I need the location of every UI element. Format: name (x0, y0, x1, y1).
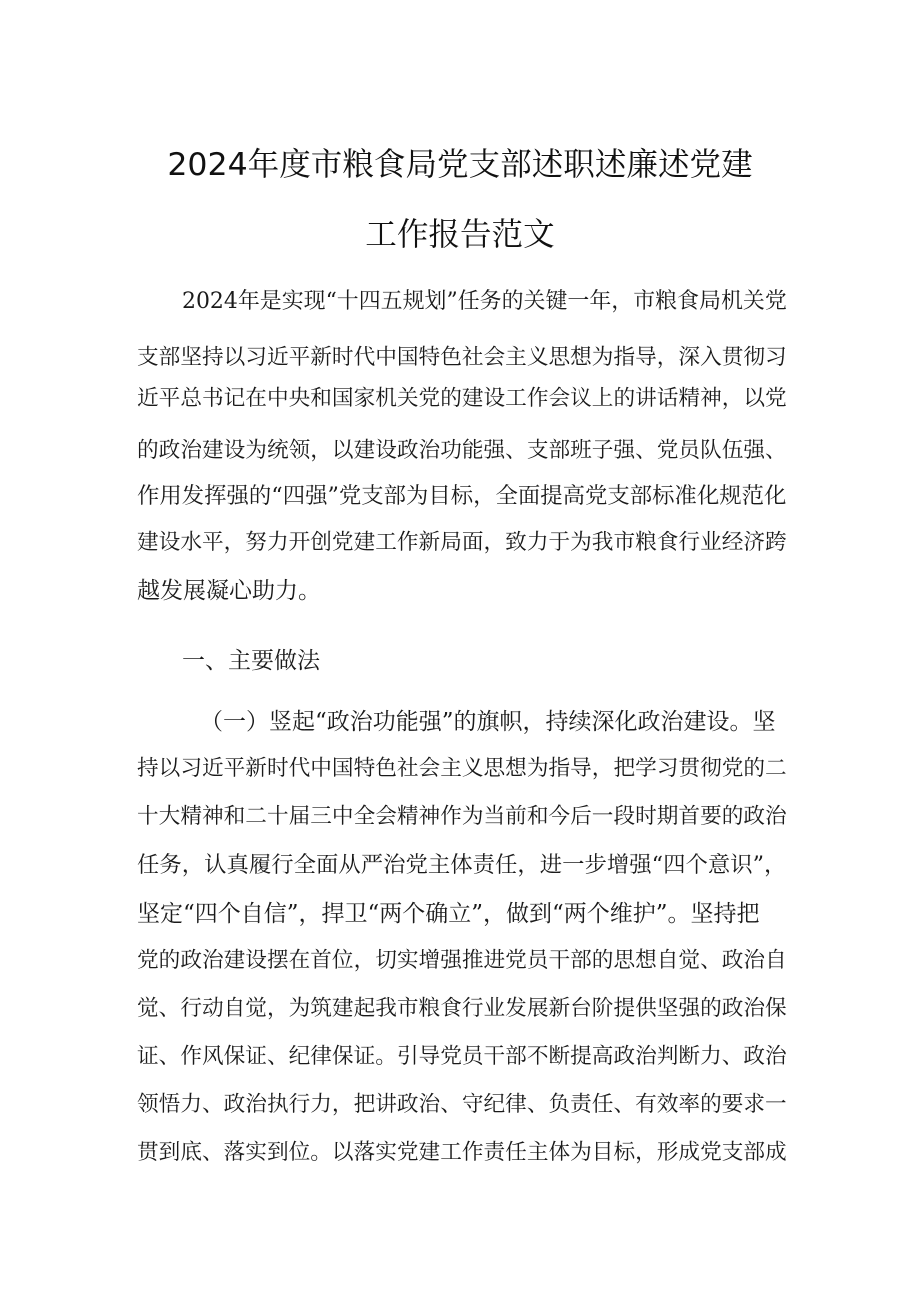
section1-line: 贯到底、落实到位。以落实党建工作责任主体为目标，形成党支部成 (137, 1140, 787, 1165)
section1-line: （一）竖起“政治功能强”的旗帜，持续深化政治建设。坚 (200, 709, 776, 735)
intro-line: 支部坚持以习近平新时代中国特色社会主义思想为指导，深入贯彻习 (137, 345, 787, 370)
section1-line: 坚定“四个自信”，捍卫“两个确立”，做到“两个维护”。坚持把 (137, 901, 760, 927)
intro-line: 作用发挥强的“四强”党支部为目标，全面提高党支部标准化规范化 (137, 483, 787, 509)
intro-line: 近平总书记在中央和国家机关党的建设工作会议上的讲话精神，以党 (137, 386, 787, 411)
section-heading: 一、主要做法 (182, 648, 320, 674)
section1-line: 任务，认真履行全面从严治党主体责任，进一步增强“四个意识”， (137, 852, 787, 878)
intro-line: 建设水平，努力开创党建工作新局面，致力于为我市粮食行业经济跨 (137, 530, 787, 555)
section1-line: 持以习近平新时代中国特色社会主义思想为指导，把学习贯彻党的二 (137, 756, 787, 781)
document-title-line-1: 2024年度市粮食局党支部述职述廉述党建 (167, 147, 753, 183)
section1-line: 觉、行动自觉，为筑建起我市粮食行业发展新台阶提供坚强的政治保 (137, 996, 787, 1021)
intro-line: 2024年是实现“十四五规划”任务的关键一年，市粮食局机关党 (182, 289, 787, 314)
document-title-line-2: 工作报告范文 (365, 217, 555, 253)
section1-line: 证、作风保证、纪律保证。引导党员干部不断提高政治判断力、政治 (137, 1044, 787, 1069)
section1-line: 党的政治建设摆在首位，切实增强推进党员干部的思想自觉、政治自 (137, 948, 787, 973)
section1-line: 领悟力、政治执行力，把讲政治、守纪律、负责任、有效率的要求一 (137, 1092, 787, 1117)
intro-line: 越发展凝心助力。 (137, 578, 321, 604)
intro-line: 的政治建设为统领，以建设政治功能强、支部班子强、党员队伍强、 (137, 438, 787, 463)
section1-line: 十大精神和二十届三中全会精神作为当前和今后一段时期首要的政治 (137, 804, 787, 829)
